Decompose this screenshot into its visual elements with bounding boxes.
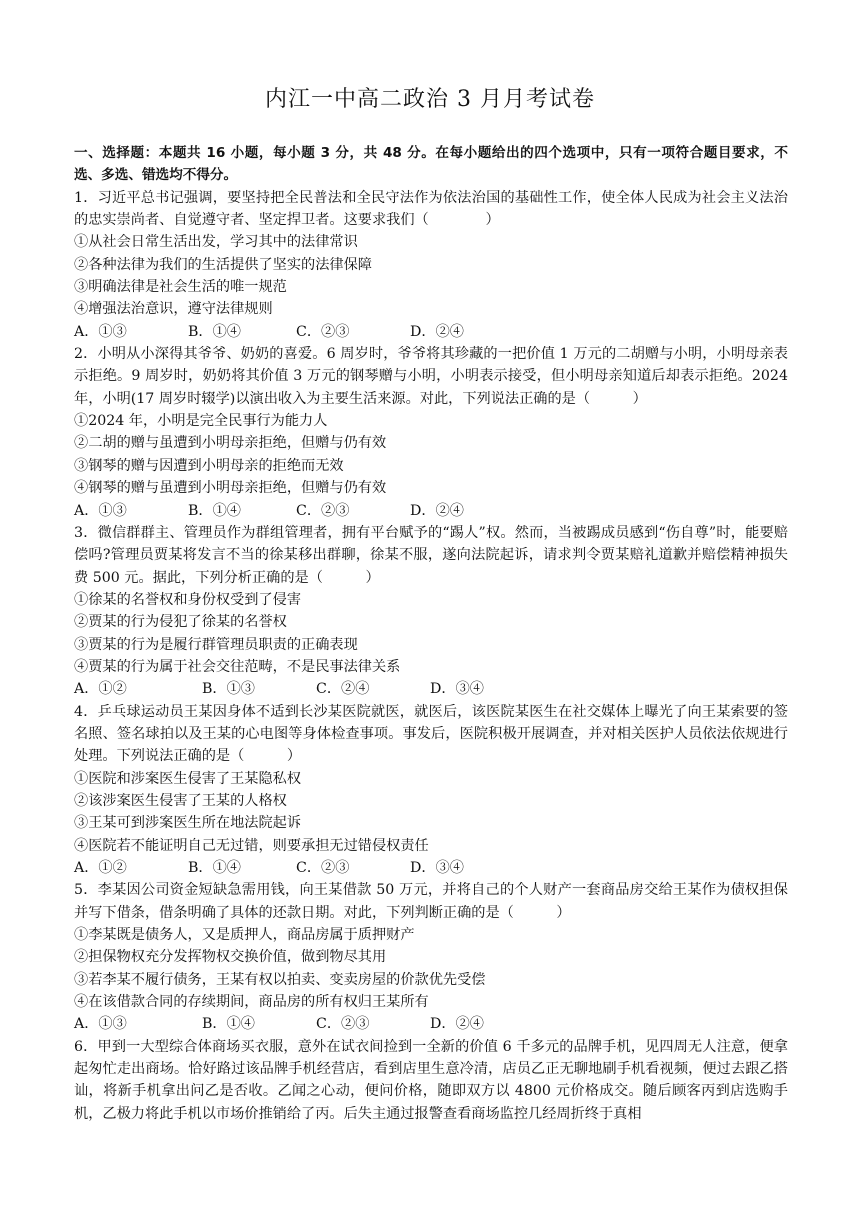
choice-d: D．②④ bbox=[410, 323, 464, 340]
question-option: ④钢琴的赠与虽遭到小明母亲拒绝，但赠与仍有效 bbox=[74, 480, 387, 497]
question-option: ④医院若不能证明自己无过错，则要承担无过错侵权责任 bbox=[74, 837, 429, 854]
question-option: ②二胡的赠与虽遭到小明母亲拒绝，但赠与仍有效 bbox=[74, 435, 387, 452]
choice-c: C．②③ bbox=[296, 502, 350, 519]
question-stem: 3．微信群群主、管理员作为群组管理者，拥有平台赋予的“踢人”权。然而，当被踢成员感到“伤自尊”时，能要赔偿吗?管理员贾某将发言不当的徐某移出群聊，徐某不服，遂向法院起诉，请求判令贾某赔礼道歉并赔偿精神损失费 500 元。据此，下列分析正确的是（ ） bbox=[74, 524, 788, 586]
choice-c: C．②③ bbox=[296, 323, 350, 340]
question-option: ④贾某的行为属于社会交往范畴，不是民事法律关系 bbox=[74, 658, 401, 675]
choice-a: A．①② bbox=[74, 860, 127, 876]
question-option: ③若李某不履行债务，王某有权以拍卖、变卖房屋的价款优先受偿 bbox=[74, 971, 486, 988]
question-stem: 5．李某因公司资金短缺急需用钱，向王某借款 50 万元，并将自己的个人财产一套商品房交给王某作为债权担保并写下借条，借条明确了具体的还款日期。对此，下列判断正确的是（ ） bbox=[74, 882, 788, 921]
question-option: ②各种法律为我们的生活提供了坚实的法律保障 bbox=[74, 256, 372, 273]
answer-choices bbox=[74, 1013, 788, 1035]
question-option: ④增强法治意识，遵守法律规则 bbox=[74, 301, 273, 318]
answer-choices bbox=[74, 500, 788, 522]
question-5 bbox=[74, 879, 788, 1035]
exam-content bbox=[74, 142, 788, 1125]
choice-b: B．①④ bbox=[188, 502, 241, 519]
answer-choices bbox=[74, 857, 788, 879]
choice-a: A．①③ bbox=[74, 502, 127, 519]
question-option: ①从社会日常生活出发，学习其中的法律常识 bbox=[74, 234, 358, 251]
question-option: ②贾某的行为侵犯了徐某的名誉权 bbox=[74, 614, 287, 631]
choice-d: D．③④ bbox=[410, 860, 464, 876]
question-option: ①2024 年，小明是完全民事行为能力人 bbox=[74, 413, 328, 430]
question-option: ①医院和涉案医生侵害了王某隐私权 bbox=[74, 770, 302, 787]
question-stem: 4．乒乓球运动员王某因身体不适到长沙某医院就医，就医后，该医院某医生在社交媒体上曝光了向王某索要的签名照、签名球拍以及王某的心电图等身体检查事项。事发后，医院积极开展调查，并对相关医护人员依法依规进行处理。下列说法正确的是（ ） bbox=[74, 703, 788, 765]
question-option: ③王某可到涉案医生所在地法院起诉 bbox=[74, 815, 302, 832]
choice-c: C．②③ bbox=[296, 860, 350, 876]
choice-d: D．②④ bbox=[430, 1016, 484, 1033]
choice-b: B．①④ bbox=[202, 1016, 255, 1033]
choice-c: C．②③ bbox=[316, 1016, 370, 1033]
question-4 bbox=[74, 701, 788, 880]
question-3 bbox=[74, 522, 788, 701]
choice-b: B．①④ bbox=[188, 860, 241, 876]
exam-title: 内江一中高二政治 3 月月考试卷 bbox=[265, 87, 595, 112]
question-2 bbox=[74, 343, 788, 522]
choice-a: A．①② bbox=[74, 681, 127, 698]
question-option: ①徐某的名誉权和身份权受到了侵害 bbox=[74, 591, 302, 608]
question-option: ①李某既是债务人，又是质押人，商品房属于质押财产 bbox=[74, 927, 415, 944]
choice-b: B．①③ bbox=[202, 681, 255, 698]
question-option: ③钢琴的赠与因遭到小明母亲的拒绝而无效 bbox=[74, 457, 344, 474]
answer-choices bbox=[74, 678, 788, 700]
question-stem: 1．习近平总书记强调，要坚持把全民普法和全民守法作为依法治国的基础性工作，使全体人民成为社会主义法治的忠实崇尚者、自觉遵守者、坚定捍卫者。这要求我们（ ） bbox=[74, 189, 788, 229]
choice-a: A．①③ bbox=[74, 323, 127, 340]
question-option: ④在该借款合同的存续期间，商品房的所有权归王某所有 bbox=[74, 994, 429, 1011]
question-option: ②该涉案医生侵害了王某的人格权 bbox=[74, 792, 287, 809]
question-option: ②担保物权充分发挥物权交换价值，做到物尽其用 bbox=[74, 949, 387, 966]
question-option: ③贾某的行为是履行群管理员职责的正确表现 bbox=[74, 636, 358, 653]
question-1 bbox=[74, 187, 788, 343]
question-stem: 6．甲到一大型综合体商场买衣服，意外在试衣间捡到一全新的价值 6 千多元的品牌手机，见四周无人注意，便拿起匆忙走出商场。恰好路过该品牌手机经营店，看到店里生意冷清，店员乙正无聊地刷手机看视频，便过去跟乙搭讪，将新手机拿出问乙是否收。乙闻之心动，便问价格，随即双方以 4800 元价格成交。随后顾客丙到店选购手机，乙极力将此手机以市场价推销给了丙。后失主通过报警查看商场监控几经周折终于真相 bbox=[74, 1038, 788, 1122]
section-heading: 一、选择题：本题共 16 小题，每小题 3 分，共 48 分。在每小题给出的四个选项中，只有一项符合题目要求，不选、多选、错选均不得分。 bbox=[74, 145, 788, 184]
choice-b: B．①④ bbox=[188, 323, 241, 340]
choice-d: D．②④ bbox=[410, 502, 464, 519]
choice-d: D．③④ bbox=[430, 681, 484, 698]
question-6 bbox=[74, 1036, 788, 1125]
choice-a: A．①③ bbox=[74, 1016, 127, 1033]
question-option: ③明确法律是社会生活的唯一规范 bbox=[74, 279, 287, 296]
question-stem: 2．小明从小深得其爷爷、奶奶的喜爱。6 周岁时，爷爷将其珍藏的一把价值 1 万元的二胡赠与小明，小明母亲表示拒绝。9 周岁时，奶奶将其价值 3 万元的钢琴赠与小明，小明表示接受，但小明母亲知道后却表示拒绝。2024 年，小明(17 周岁时辍学)以演出收入为主要生活来源。对此，下列说法正确的是（ ） bbox=[74, 346, 788, 407]
answer-choices bbox=[74, 321, 788, 343]
choice-c: C．②④ bbox=[316, 681, 370, 698]
